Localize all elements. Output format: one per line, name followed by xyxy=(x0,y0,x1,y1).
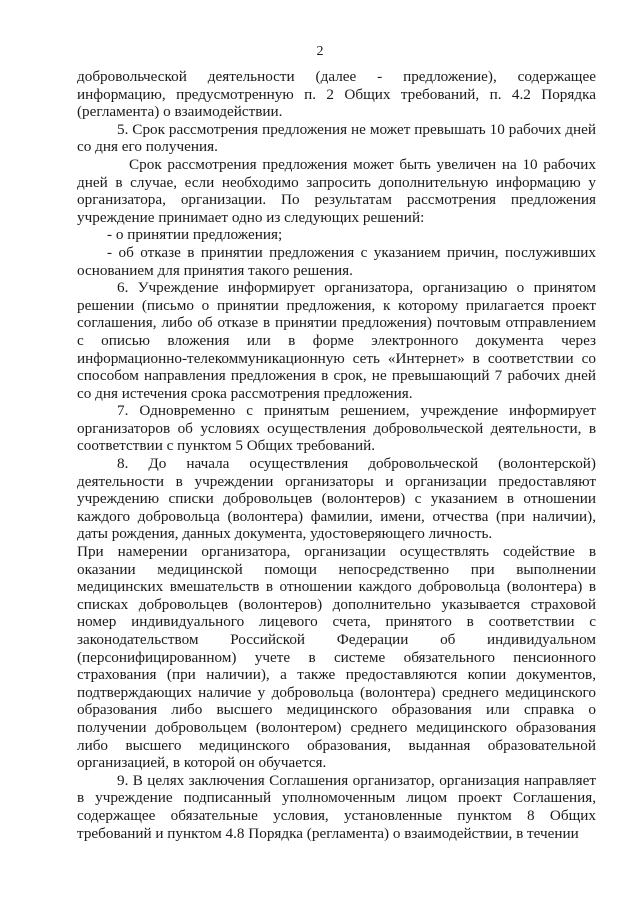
paragraph-item-5: 5. Срок рассмотрения предложения не может превышать 10 рабочих дней со дня его получения. xyxy=(77,120,596,156)
page-number: 2 xyxy=(316,44,324,59)
paragraph-item-9: 9. В целях заключения Соглашения организатор, организация направляет в учреждение подписанный уполномоченным лицом проект Соглашения, содержащее обязательные условия, установленные пунктом 8 Общих требований и пунктом 4.8 Порядка (регламента) о взаимодействии, в течении xyxy=(77,771,596,842)
paragraph-review-extension: Срок рассмотрения предложения может быть увеличен на 10 рабочих дней в случае, если необходимо запросить дополнительную информацию у организатора, организации. По результатам рассмотрения предложения учреждение принимает одно из следующих решений: xyxy=(77,155,596,226)
paragraph-medical-assistance: При намерении организатора, организации осуществлять содействие в оказании медицинской помощи непосредственно при выполнении медицинских вмешательств в отношении каждого добровольца (волонтера) в списках добровольцев (волонтеров) дополнительно указывается страховой номер индивидуального лицевого счета, принятого в соответствии с законодательством Российской Федерации об индивидуальном (персонифицированном) учете в системе обязательного пенсионного страхования (при наличии), а также предоставляются копии документов, подтверждающих наличие у добровольца (волонтера) среднего медицинского образования либо высшего медицинского образования или справка о получении добровольцем (волонтером) среднего медицинского образования либо высшего медицинского образования, выданная образовательной организацией, в которой он обучается. xyxy=(77,543,596,772)
list-item-accept: - о принятии предложения; xyxy=(107,226,283,244)
paragraph-item-6: 6. Учреждение информирует организатора, организацию о принятом решении (письмо о принятии предложения, к которому прилагается проект соглашения, либо об отказе в принятии предложения) почтовым отправлением с описью вложения или в форме электронного документа через информационно-телекоммуникационную сеть «Интернет» в соответствии со способом направления предложения в срок, не превышающий 7 рабочих дней со дня истечения срока рассмотрения предложения. xyxy=(77,279,596,402)
list-item-reject: - об отказе в принятии предложения с указанием причин, послуживших основанием для принятия такого решения. xyxy=(77,243,596,279)
paragraph-continuation: добровольческой деятельности (далее - предложение), содержащее информацию, предусмотренную п. 2 Общих требований, п. 4.2 Порядка (регламента) о взаимодействии. xyxy=(77,68,596,121)
document-body xyxy=(77,68,596,842)
paragraph-item-8: 8. До начала осуществления добровольческой (волонтерской) деятельности в учреждении организаторы и организации предоставляют учреждению списки добровольцев (волонтеров) с указанием в отношении каждого добровольца (волонтера) фамилии, имени, отчества (при наличии), даты рождения, данных документа, удостоверяющего личность. xyxy=(77,455,596,543)
paragraph-item-7: 7. Одновременно с принятым решением, учреждение информирует организаторов об условиях осуществления добровольческой деятельности, в соответствии с пунктом 5 Общих требований. xyxy=(77,402,596,455)
